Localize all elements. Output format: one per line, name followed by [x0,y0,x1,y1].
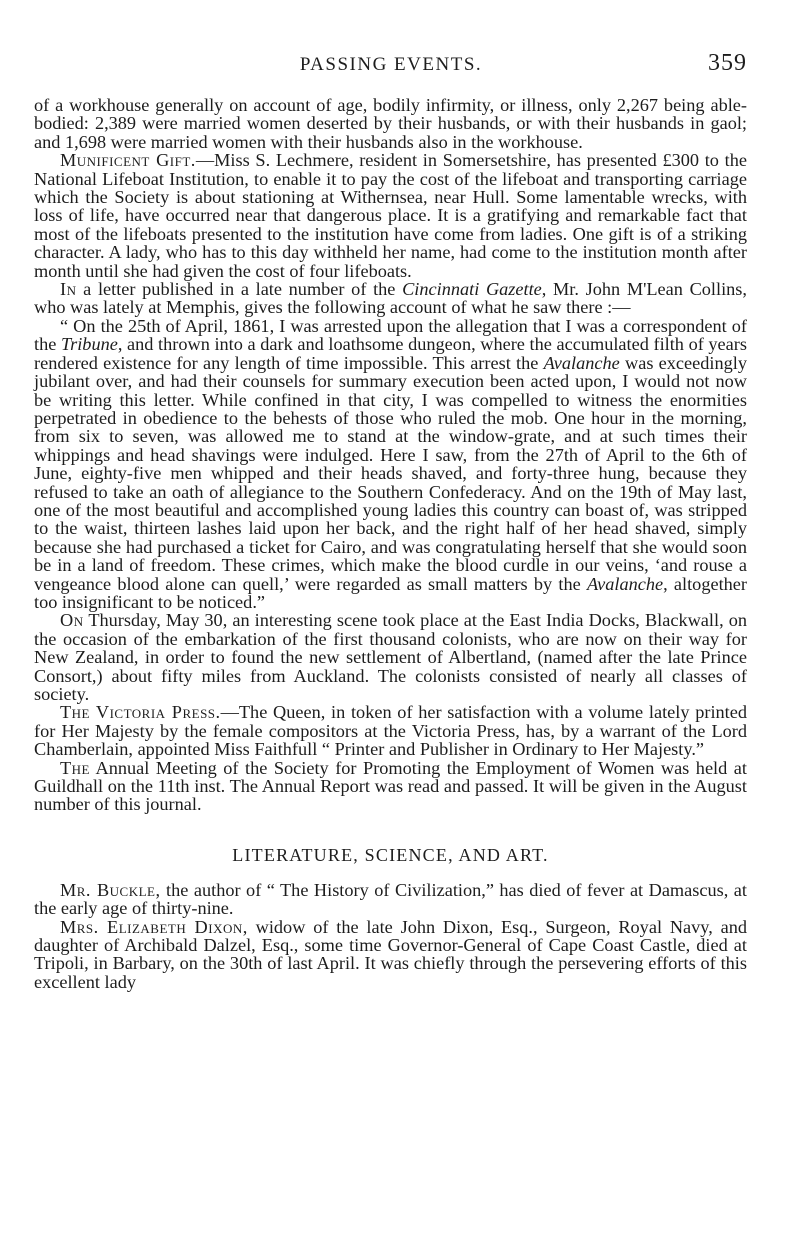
memphis-letter-text-a: a letter published in a late number of the [76,279,403,300]
workhouse-paragraph [34,96,747,151]
workhouse-text: of a workhouse generally on account of age, bodily infirmity, or illness, only 2,267 being able-bodied: 2,389 were married women deserted by their husbands, or with their husbands in gaol; and 1,698 were married women with their husbands also in the workhouse. [34,95,747,152]
victoria-press-text: —The Queen, in token of her satisfaction with a volume lately printed for Her Majesty by the female compositors at the Victoria Press, has, by a warrant of the Lord Chamberlain, appointed Miss Faithfull “ Printer and Publisher in Ordinary to Her Majesty.” [34,702,747,760]
albertland-lead: On [60,610,84,631]
memphis-letter-text-b: , Mr. John M'Lean Collins, who was lately at Memphis, gives the following account of what he saw there :— [34,279,747,318]
albertland-paragraph [34,611,747,703]
newspaper-name: Cincinnati Gazette [402,279,542,300]
running-title: PASSING EVENTS. [299,54,483,75]
dixon-paragraph [34,918,747,992]
passing-events-section [34,96,747,814]
annual-meeting-text: Annual Meeting of the Society for Promoting the Employment of Women was held at Guildhall on the 11th inst. The Annual Report was read and passed. It will be given in the August number of this journal. [34,757,747,815]
victoria-press-paragraph [34,703,747,758]
buckle-text: the author of “ The History of Civilization,” has died of fever at Damascus, at the early age of thirty-nine. [34,879,747,919]
quote-avalanche-first: Avalanche [543,352,620,373]
albertland-text: Thursday, May 30, an interesting scene took place at the East India Docks, Blackwall, on the occasion of the embarkation of the first thousand colonists, who are now on their way for New Zealand, in order to found the new settlement of Albertland, (named after the late Prince Consort,) about fifty miles from Auckland. The colonists consisted of nearly all classes of society. [34,610,747,704]
munificent-gift-lead: Munificent Gift. [60,150,196,171]
quote-tribune: Tribune [60,334,118,355]
buckle-paragraph [34,881,747,918]
dixon-text: widow of the late John Dixon, Esq., Surgeon, Royal Navy, and daughter of Archibald Dalzel, Esq., some time Governor-General of Cape Coast Castle, died at Tripoli, in Barbary, on the 30th of last April. It was chiefly through the persevering efforts of this excellent lady [34,916,748,992]
quote-part-b: , and thrown into a dark and loathsome dungeon, where the accumulated filth of years rendered existence for any length of time impossible. This arrest the [34,334,747,373]
memphis-letter-lead: In [60,279,77,300]
memphis-letter-paragraph [34,280,747,317]
dixon-lead: Mrs. Elizabeth Dixon, [60,916,248,937]
quote-part-c: was exceedingly jubilant over, and had their counsels for summary execution been acted upon, I would not now be writing this letter. While confined in that city, I was compelled to witness the enormities perpetrated in obedience to the behests of those who ruled the mob. One hour in the morning, from six to seven, was allowed me to stand at the window-grate, and at such times their whippings and head shavings were indulged. Here I saw, from the 27th of April to the 6th of June, eighty-five men whipped and their heads shaved, and forty-three hung, because they refused to take an oath of allegiance to the Southern Confederacy. And on the 19th of May last, one of the most beautiful and accomplished young ladies this country can boast of, was stripped to the waist, thirteen lashes laid upon her back, and the right half of her head shaved, simply because she had purchased a ticket for Cairo, and was congratulating herself that she would soon be in a land of freedom. These crimes, which make the blood curdle in our veins, ‘and rouse a vengeance blood alone can quell,’ were regarded as small matters by the [34,352,747,594]
munificent-gift-paragraph [34,151,747,280]
annual-meeting-paragraph [34,759,747,814]
victoria-press-lead: The Victoria Press. [60,702,221,723]
quoted-letter-paragraph [34,317,747,612]
literature-section [34,881,747,991]
quote-avalanche-second: Avalanche [586,573,664,594]
quote-part-d: , altogether too insignificant to be noticed.” [34,573,747,612]
quote-part-a: “ On the 25th of April, 1861, I was arrested upon the allegation that I was a correspondent of the [34,315,747,355]
annual-meeting-lead: The [60,757,90,778]
page-number: 359 [708,50,747,76]
munificent-gift-text: —Miss S. Lechmere, resident in Somersetshire, has presented £300 to the National Lifeboat Institution, to enable it to pay the cost of the lifeboat and transporting carriage which the Society is about stationing at Withernsea, near Hull. Some lamentable wrecks, with loss of life, have occurred near that dangerous place. It is a gratifying and remarkable fact that most of the lifeboats presented to the institution have come from ladies. One gift is of a striking character. A lady, who has to this day withheld her name, had come to the institution month after month until she had given the cost of four lifeboats. [34,150,747,281]
running-header [34,50,747,96]
buckle-lead: Mr. Buckle, [60,879,161,900]
section-heading-literature: LITERATURE, SCIENCE, AND ART. [232,844,549,865]
